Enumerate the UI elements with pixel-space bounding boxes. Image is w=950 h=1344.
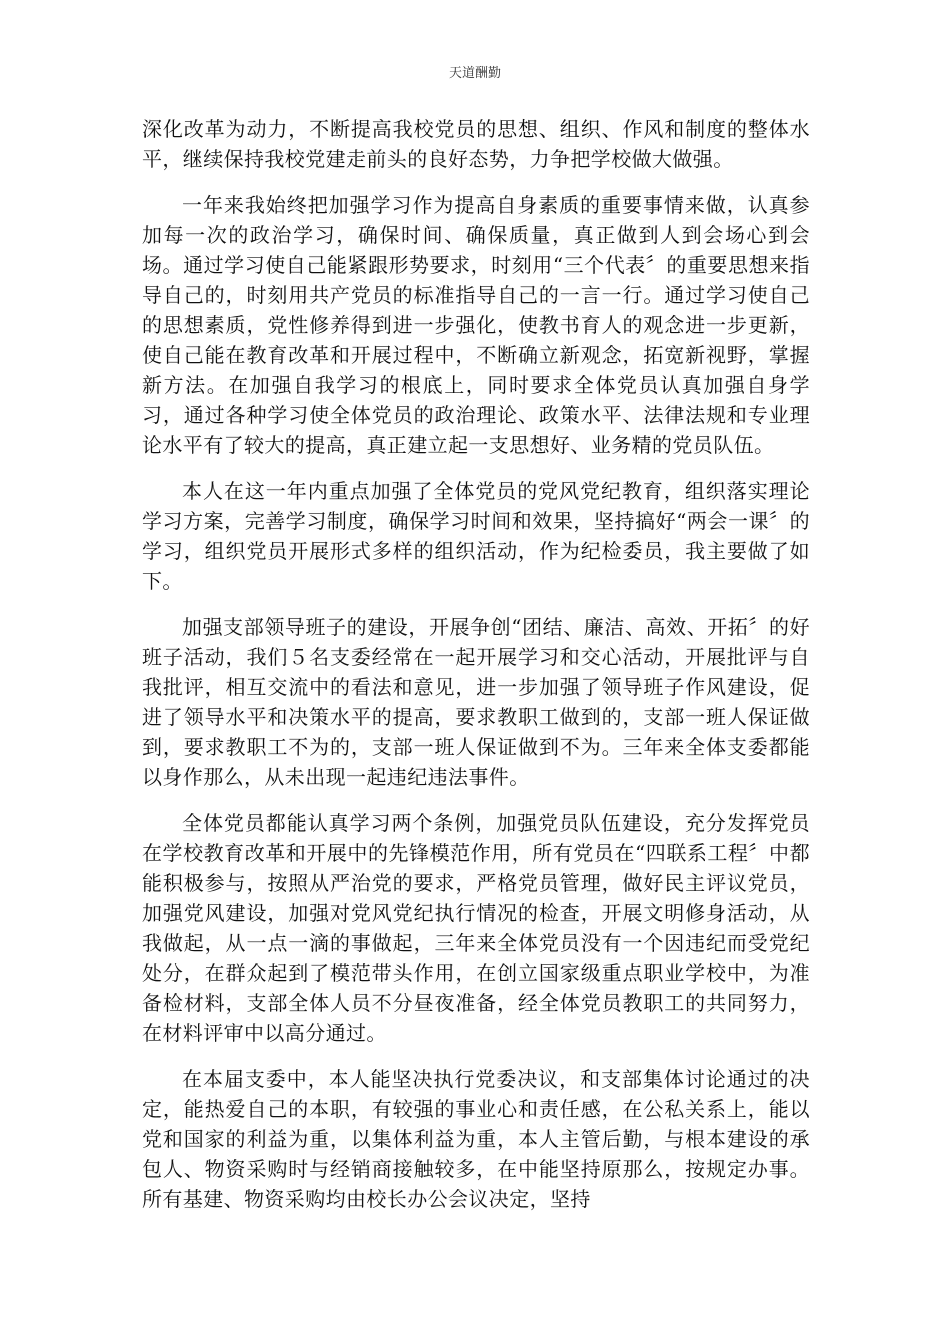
paragraph-continued: 深化改革为动力，不断提高我校党员的思想、组织、作风和制度的整体水平，继续保持我校党建走前头的良好态势，力争把学校做大做强。: [142, 117, 810, 171]
paragraph-leadership: 加强支部领导班子的建设，开展争创“团结、廉洁、高效、开拓〞的好班子活动，我们５名支委经常在一起开展学习和交心活动，开展批评与自我批评，相互交流中的看法和意见，进一步加强了领导班子作风建设，促进了领导水平和决策水平的提高，要求教职工做到的，支部一班人保证做到，要求教职工不为的，支部一班人保证做到不为。三年来全体支委都能以身作那么，从未出现一起违纪违法事件。: [142, 615, 810, 789]
paragraph-party-members: 全体党员都能认真学习两个条例，加强党员队伍建设，充分发挥党员在学校教育改革和开展中的先锋模范作用，所有党员在“四联系工程〞中都能积极参与，按照从严治党的要求，严格党员管理，做好民主评议党员，加强党风建设，加强对党风党纪执行情况的检查，开展文明修身活动，从我做起，从一点一滴的事做起，三年来全体党员没有一个因违纪而受党纪处分，在群众起到了模范带头作用，在创立国家级重点职业学校中，为准备检材料，支部全体人员不分昼夜准备，经全体党员教职工的共同努力，在材料评审中以高分通过。: [142, 811, 810, 1045]
page-header: 天道酬勤: [448, 66, 501, 81]
document-body: [142, 114, 810, 1230]
paragraph-study: 一年来我始终把加强学习作为提高自身素质的重要事情来做，认真参加每一次的政治学习，确保时间、确保质量，真正做到人到会场心到会场。通过学习使自己能紧跟形势要求，时刻用“三个代表〞的重要思想来指导自己的，时刻用共产党员的标准指导自己的一言一行。通过学习使自己的思想素质，党性修养得到进一步强化，使教书育人的观念进一步更新，使自己能在教育改革和开展过程中，不断确立新观念，拓宽新视野，掌握新方法。在加强自我学习的根底上，同时要求全体党员认真加强自身学习，通过各种学习使全体党员的政治理论、政策水平、法律法规和专业理论水平有了较大的提高，真正建立起一支思想好、业务精的党员队伍。: [142, 193, 810, 457]
paragraph-committee: 在本届支委中，本人能坚决执行党委决议，和支部集体讨论通过的决定，能热爱自己的本职，有较强的事业心和责任感，在公私关系上，能以党和国家的利益为重，以集体利益为重，本人主管后勤，与根本建设的承包人、物资采购时与经销商接触较多，在中能坚持原那么，按规定办事。所有基建、物资采购均由校长办公会议决定，坚持: [142, 1067, 810, 1211]
paragraph-discipline-education: 本人在这一年内重点加强了全体党员的党风党纪教育，组织落实理论学习方案，完善学习制度，确保学习时间和效果，坚持搞好“两会一课〞的学习，组织党员开展形式多样的组织活动，作为纪检委员，我主要做了如下。: [142, 479, 810, 593]
